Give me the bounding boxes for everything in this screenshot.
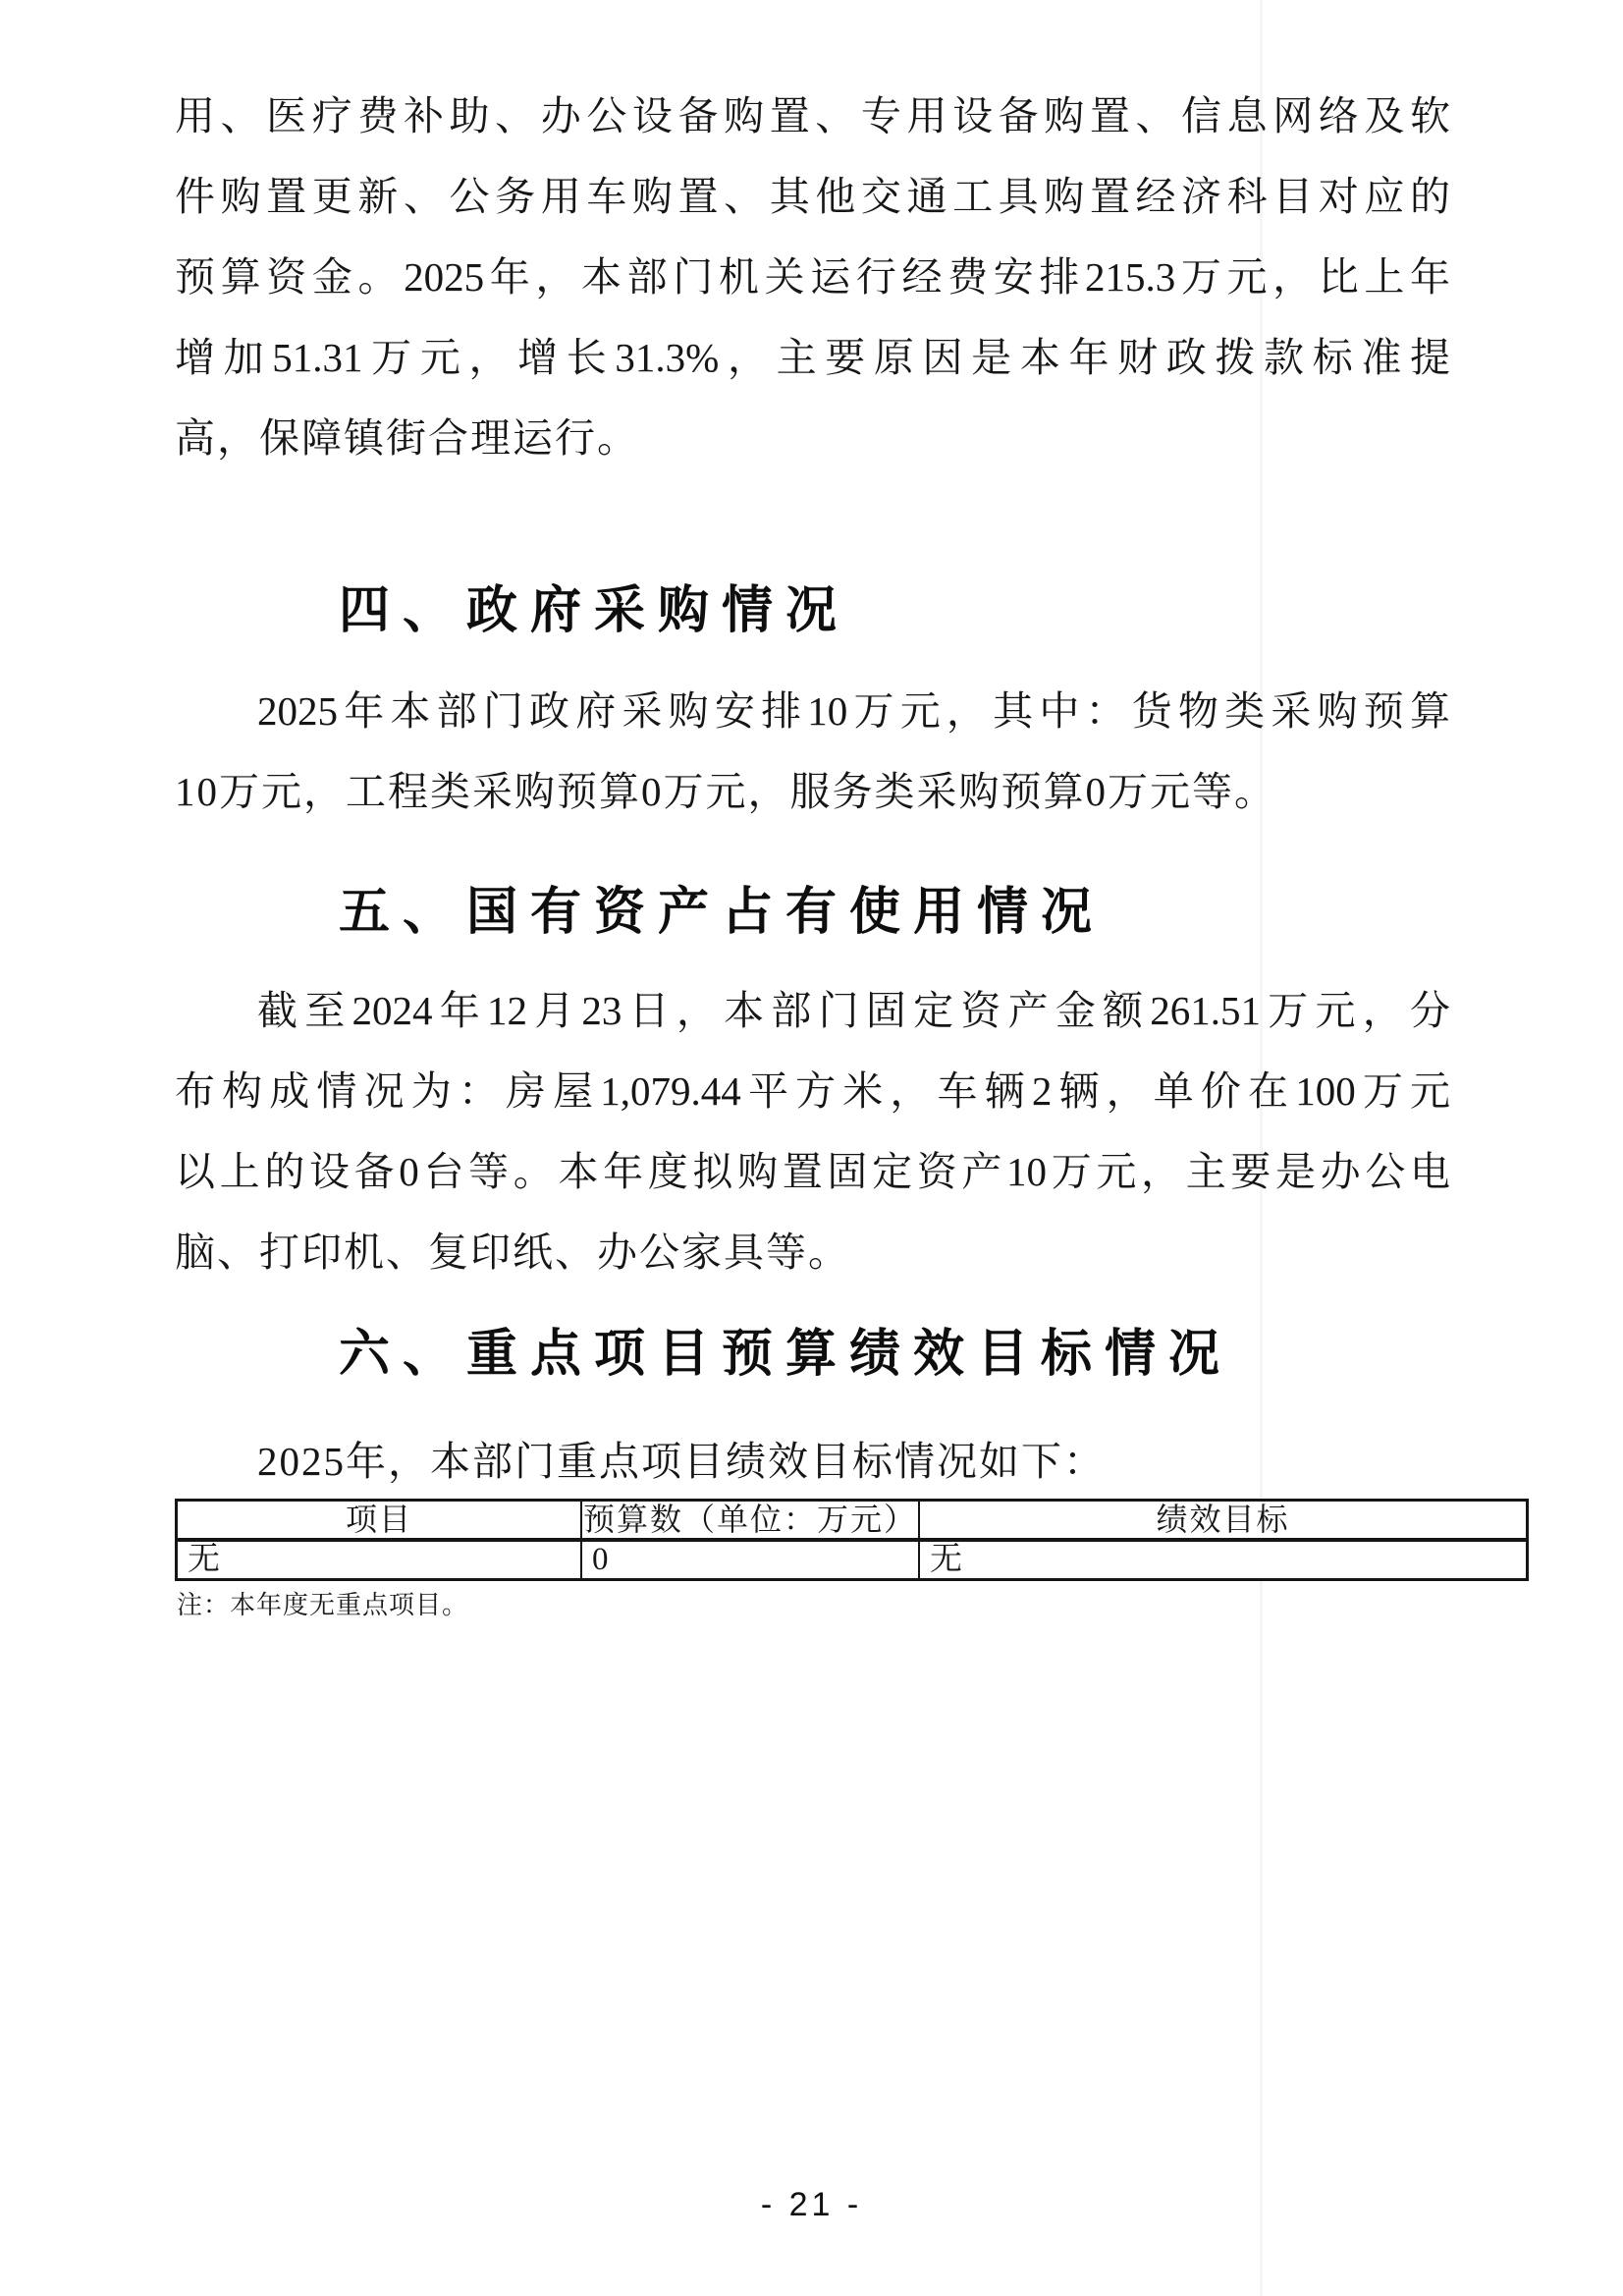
section-heading-gov-procurement: 四、政府采购情况 bbox=[339, 582, 850, 639]
text-line: 以上的设备0台等。本年度拟购置固定资产10万元，主要是办公电 bbox=[175, 1149, 1450, 1194]
text-line: 预算资金。2025年，本部门机关运行经费安排215.3万元，比上年 bbox=[175, 254, 1450, 300]
page-number: - 21 - bbox=[760, 2186, 863, 2223]
table-cell-project-value: 无 bbox=[188, 1542, 220, 1577]
text-line: 脑、打印机、复印纸、办公家具等。 bbox=[175, 1230, 850, 1275]
text-line: 增加51.31万元，增长31.3%，主要原因是本年财政拨款标准提 bbox=[175, 335, 1450, 380]
table-header-budget: 预算数（单位：万元） bbox=[580, 1502, 918, 1542]
table-cell-budget-value: 0 bbox=[580, 1542, 918, 1578]
section-heading-key-projects: 六、重点项目预算绩效目标情况 bbox=[339, 1326, 1233, 1383]
para-gov-procurement bbox=[175, 671, 1450, 832]
key-projects-table bbox=[175, 1499, 1529, 1581]
text-line: 2025年，本部门重点项目绩效目标情况如下： bbox=[257, 1439, 1106, 1484]
table-note: 注：本年度无重点项目。 bbox=[177, 1591, 469, 1619]
section-heading-state-assets: 五、国有资产占有使用情况 bbox=[339, 884, 1106, 941]
text-line: 件购置更新、公务用车购置、其他交通工具购置经济科目对应的 bbox=[175, 174, 1450, 219]
table-cell-target-value: 无 bbox=[918, 1542, 1526, 1578]
para-key-projects-intro bbox=[175, 1421, 1450, 1502]
text-line: 截至2024年12月23日，本部门固定资产金额261.51万元，分 bbox=[257, 988, 1450, 1033]
table-header-project: 项目 bbox=[178, 1502, 580, 1542]
text-line: 2025年本部门政府采购安排10万元，其中：货物类采购预算 bbox=[257, 688, 1450, 734]
text-line: 布构成情况为：房屋1,079.44平方米，车辆2辆，单价在100万元 bbox=[175, 1068, 1450, 1114]
text-line: 用、医疗费补助、办公设备购置、专用设备购置、信息网络及软 bbox=[175, 93, 1450, 138]
para-operating-expenses bbox=[175, 76, 1450, 478]
text-line: 高，保障镇街合理运行。 bbox=[175, 415, 639, 461]
para-state-assets bbox=[175, 970, 1450, 1292]
text-line: 10万元，工程类采购预算0万元，服务类采购预算0万元等。 bbox=[175, 769, 1276, 814]
table-header-target: 绩效目标 bbox=[918, 1502, 1526, 1542]
